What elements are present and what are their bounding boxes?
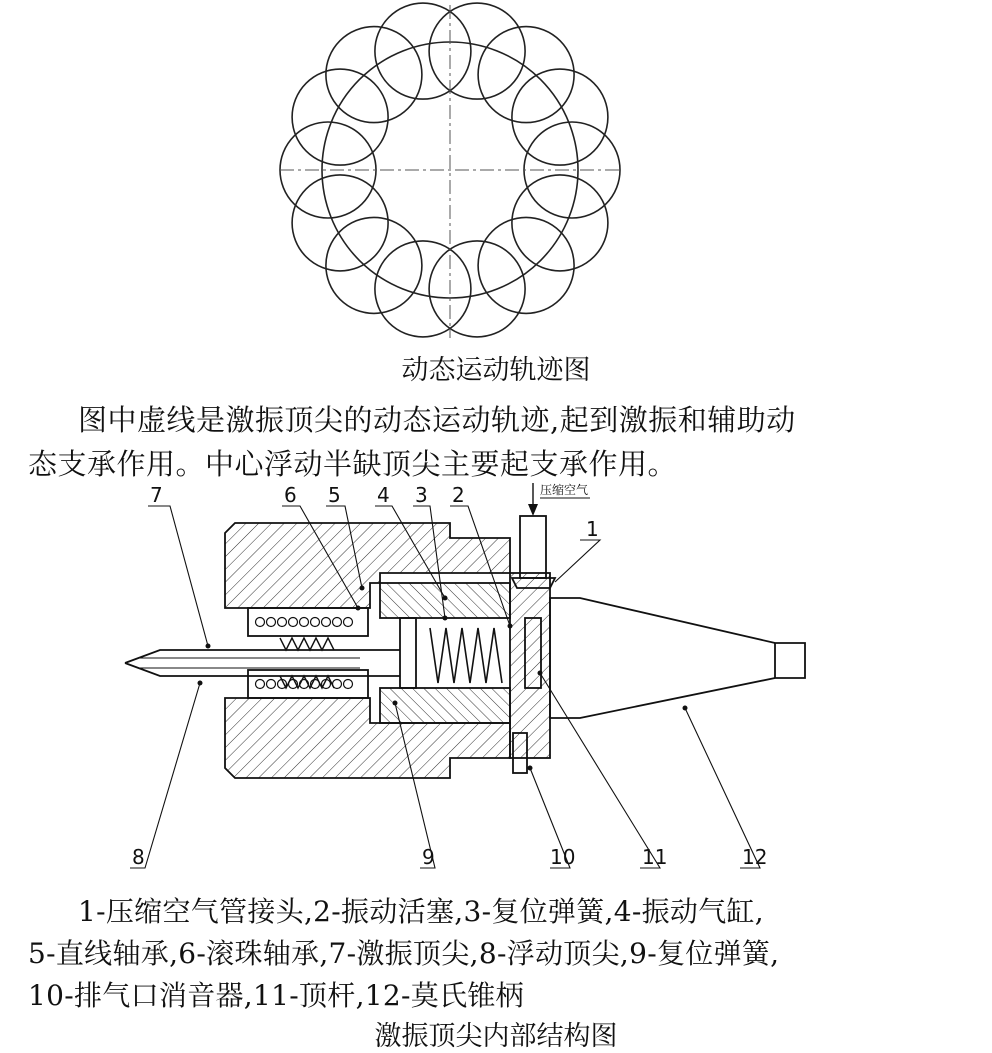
trajectory-circle [429,3,525,99]
air-inlet-connector [520,516,546,578]
callout-5: 5 [328,483,341,507]
cylinder-lower [380,688,510,723]
callout-7: 7 [150,483,163,507]
morse-taper-shank [550,598,805,718]
trajectory-circle [326,27,422,123]
bearing-ball [289,618,298,627]
bearing-ball [267,680,276,689]
bearing-ball [300,618,309,627]
vibration-piston [400,618,416,688]
trajectory-circle [375,241,471,337]
trajectory-figure [270,0,630,345]
callout-9: 9 [422,845,435,869]
trajectory-circle [512,175,608,271]
bearing-ball [278,618,287,627]
callout-11: 11 [642,845,668,869]
callout-8: 8 [132,845,145,869]
trajectory-circle [478,27,574,123]
structure-figure [100,478,820,878]
callout-1: 1 [586,517,599,541]
trajectory-circle [478,217,574,313]
callout-10: 10 [550,845,576,869]
trajectory-circle [375,3,471,99]
trajectory-circle [326,217,422,313]
end-cap [510,573,550,758]
bearing-ball [256,680,265,689]
reset-spring-3 [430,628,502,683]
paragraph-line-1: 图中虚线是激振顶尖的动态运动轨迹,起到激振和辅助动 [78,403,796,437]
bearing-ball [256,618,265,627]
callout-4: 4 [377,483,390,507]
bearing-ball [344,618,353,627]
vibration-center-spindle [125,650,400,676]
bearing-ball [311,618,320,627]
callout-3: 3 [415,483,428,507]
callout-2: 2 [452,483,465,507]
reset-spring-9 [280,638,334,650]
figure2-caption: 激振顶尖内部结构图 [374,1021,618,1052]
legend-line-2: 5-直线轴承,6-滚珠轴承,7-激振顶尖,8-浮动顶尖,9-复位弹簧, [28,937,780,970]
bearing-ball [322,618,331,627]
bearing-ball [344,680,353,689]
trajectory-circle [292,69,388,165]
callout-6: 6 [284,483,297,507]
bearing-ball [333,618,342,627]
air-label: 压缩空气 [540,483,589,497]
callout-12: 12 [742,845,768,869]
bearing-ball [267,618,276,627]
figure1-caption: 动态运动轨迹图 [401,355,591,386]
trajectory-circle [292,175,388,271]
trajectory-circle [429,241,525,337]
legend-line-1: 1-压缩空气管接头,2-振动活塞,3-复位弹簧,4-振动气缸, [78,895,765,928]
trajectory-circle [512,69,608,165]
ball-bearing-balls [256,618,353,689]
legend-line-3: 10-排气口消音器,11-顶杆,12-莫氏锥柄 [28,979,524,1012]
paragraph-line-2: 态支承作用。中心浮动半缺顶尖主要起支承作用。 [28,447,678,481]
